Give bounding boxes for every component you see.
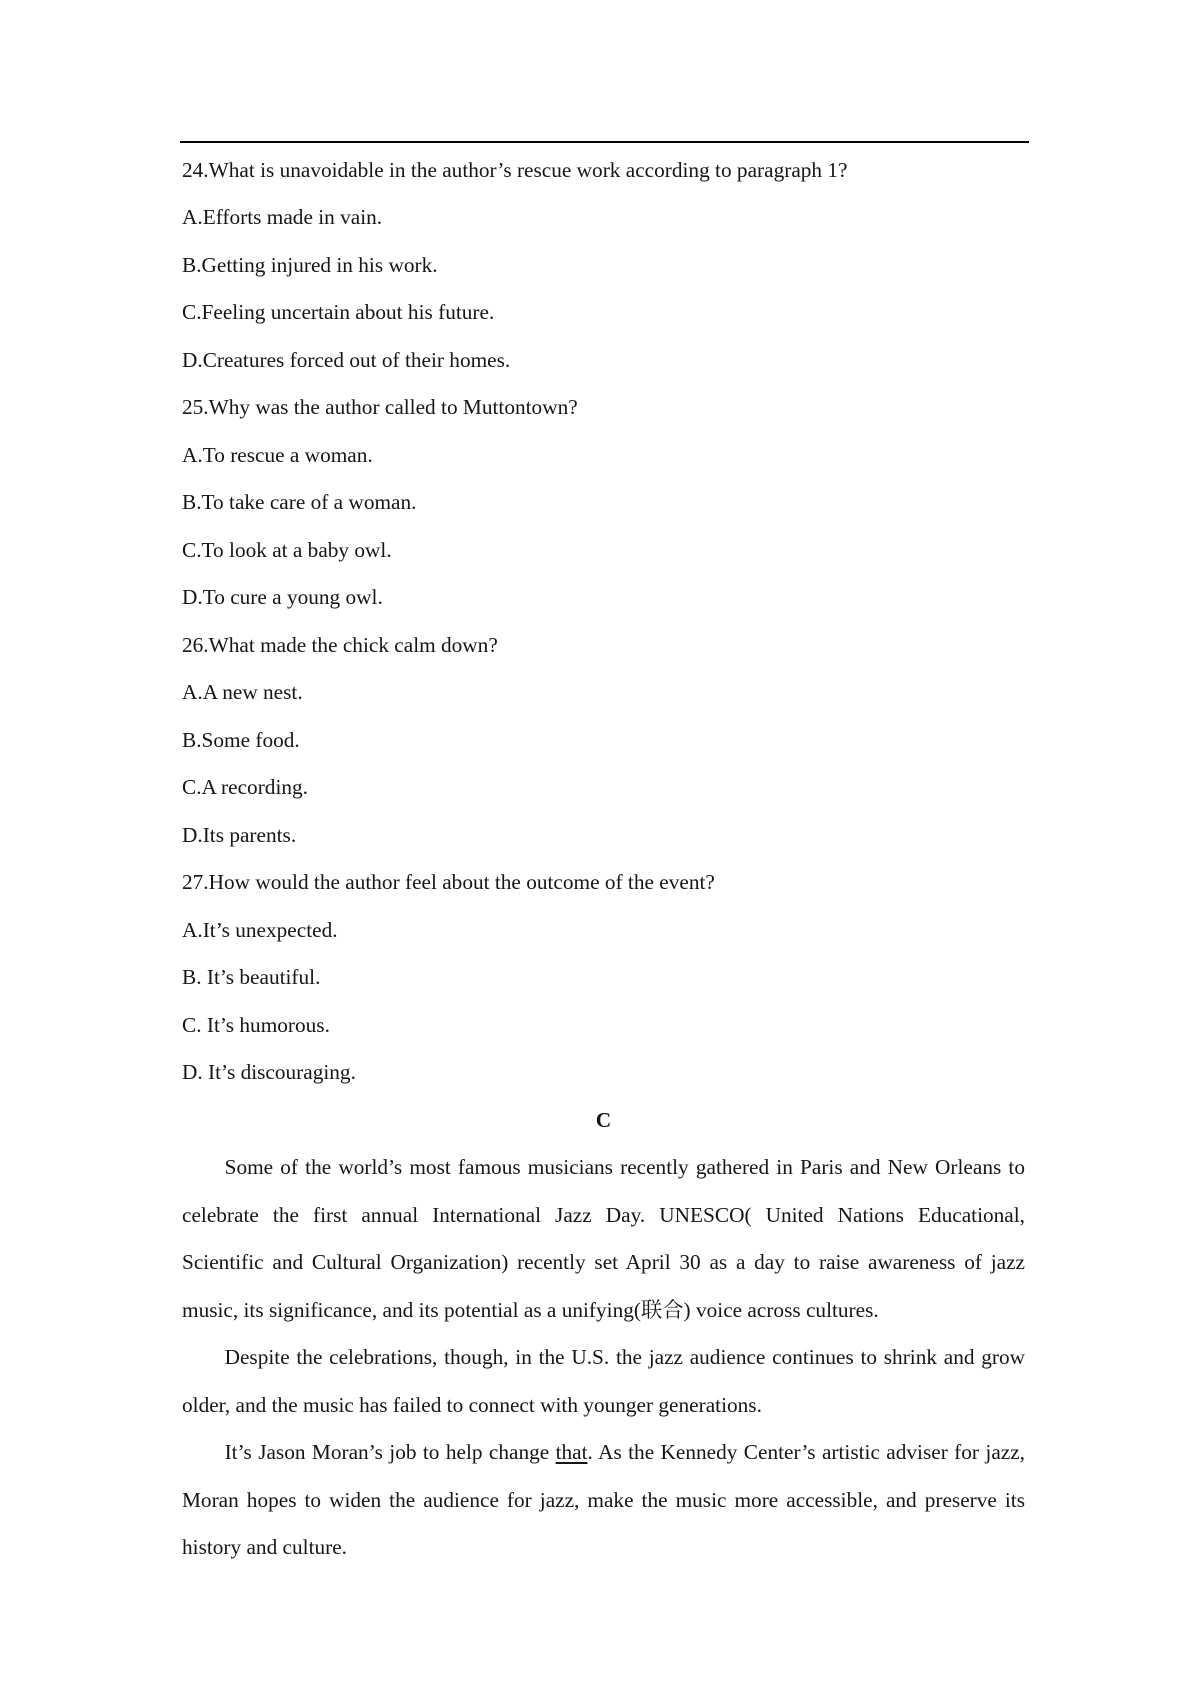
header-rule bbox=[180, 141, 1029, 143]
answer-option: A.It’s unexpected. bbox=[182, 917, 338, 942]
answer-option: A.A new nest. bbox=[182, 680, 303, 704]
answer-option: A.Efforts made in vain. bbox=[182, 205, 383, 229]
question-stem: 27.How would the author feel about the outcome of the event? bbox=[182, 870, 715, 894]
line-text: It’s Jason Moran’s job to help change bbox=[224, 1440, 556, 1464]
answer-option: B.Some food. bbox=[182, 727, 300, 752]
paragraph-line: older, and the music has failed to connect with younger generations. bbox=[182, 1392, 762, 1417]
question-stem: 26.What made the chick calm down? bbox=[182, 632, 498, 657]
answer-option: B.To take care of a woman. bbox=[182, 490, 417, 514]
answer-option: D.Its parents. bbox=[182, 822, 297, 847]
paragraph-line: music, its significance, and its potential as a unifying(联合) voice across cultures. bbox=[182, 1297, 879, 1322]
paragraph-line: Despite the celebrations, though, in the U.S. the jazz audience continues to shrink and grow bbox=[224, 1345, 1025, 1369]
passage-paragraph bbox=[182, 1429, 1025, 1572]
answer-option: C. It’s humorous. bbox=[182, 1012, 330, 1037]
paragraph-line: Scientific and Cultural Organization) recently set April 30 as a day to raise awareness of jazz bbox=[182, 1250, 1025, 1274]
answer-option: A.To rescue a woman. bbox=[182, 442, 373, 467]
paragraph-line: Some of the world’s most famous musicians recently gathered in Paris and New Orleans to bbox=[224, 1155, 1025, 1179]
passage-paragraph bbox=[182, 1144, 1025, 1334]
answer-option: C.To look at a baby owl. bbox=[182, 537, 392, 562]
underlined-word: that bbox=[555, 1440, 588, 1464]
paragraph-line: history and culture. bbox=[182, 1535, 348, 1559]
paragraph-line: Moran hopes to widen the audience for jazz, make the music more accessible, and preserve its bbox=[182, 1487, 1025, 1512]
answer-option: B. It’s beautiful. bbox=[182, 965, 321, 989]
question-stem: 24.What is unavoidable in the author’s rescue work according to paragraph 1? bbox=[182, 157, 848, 182]
answer-option: C.A recording. bbox=[182, 775, 308, 799]
answer-option: D.To cure a young owl. bbox=[182, 585, 383, 609]
answer-option: C.Feeling uncertain about his future. bbox=[182, 300, 495, 324]
paragraph-line: celebrate the first annual International Jazz Day. UNESCO( United Nations Educational, bbox=[182, 1202, 1025, 1227]
paragraph-line bbox=[182, 1429, 1025, 1477]
answer-option: D. It’s discouraging. bbox=[182, 1060, 356, 1084]
line-text: . As the Kennedy Center’s artistic adviser for jazz, bbox=[587, 1440, 1026, 1464]
passage-paragraph bbox=[182, 1334, 1025, 1429]
answer-option: D.Creatures forced out of their homes. bbox=[182, 347, 511, 372]
answer-option: B.Getting injured in his work. bbox=[182, 252, 438, 277]
page-content bbox=[182, 147, 1025, 1572]
section-heading: C bbox=[595, 1107, 612, 1132]
question-stem: 25.Why was the author called to Muttontown? bbox=[182, 395, 578, 419]
